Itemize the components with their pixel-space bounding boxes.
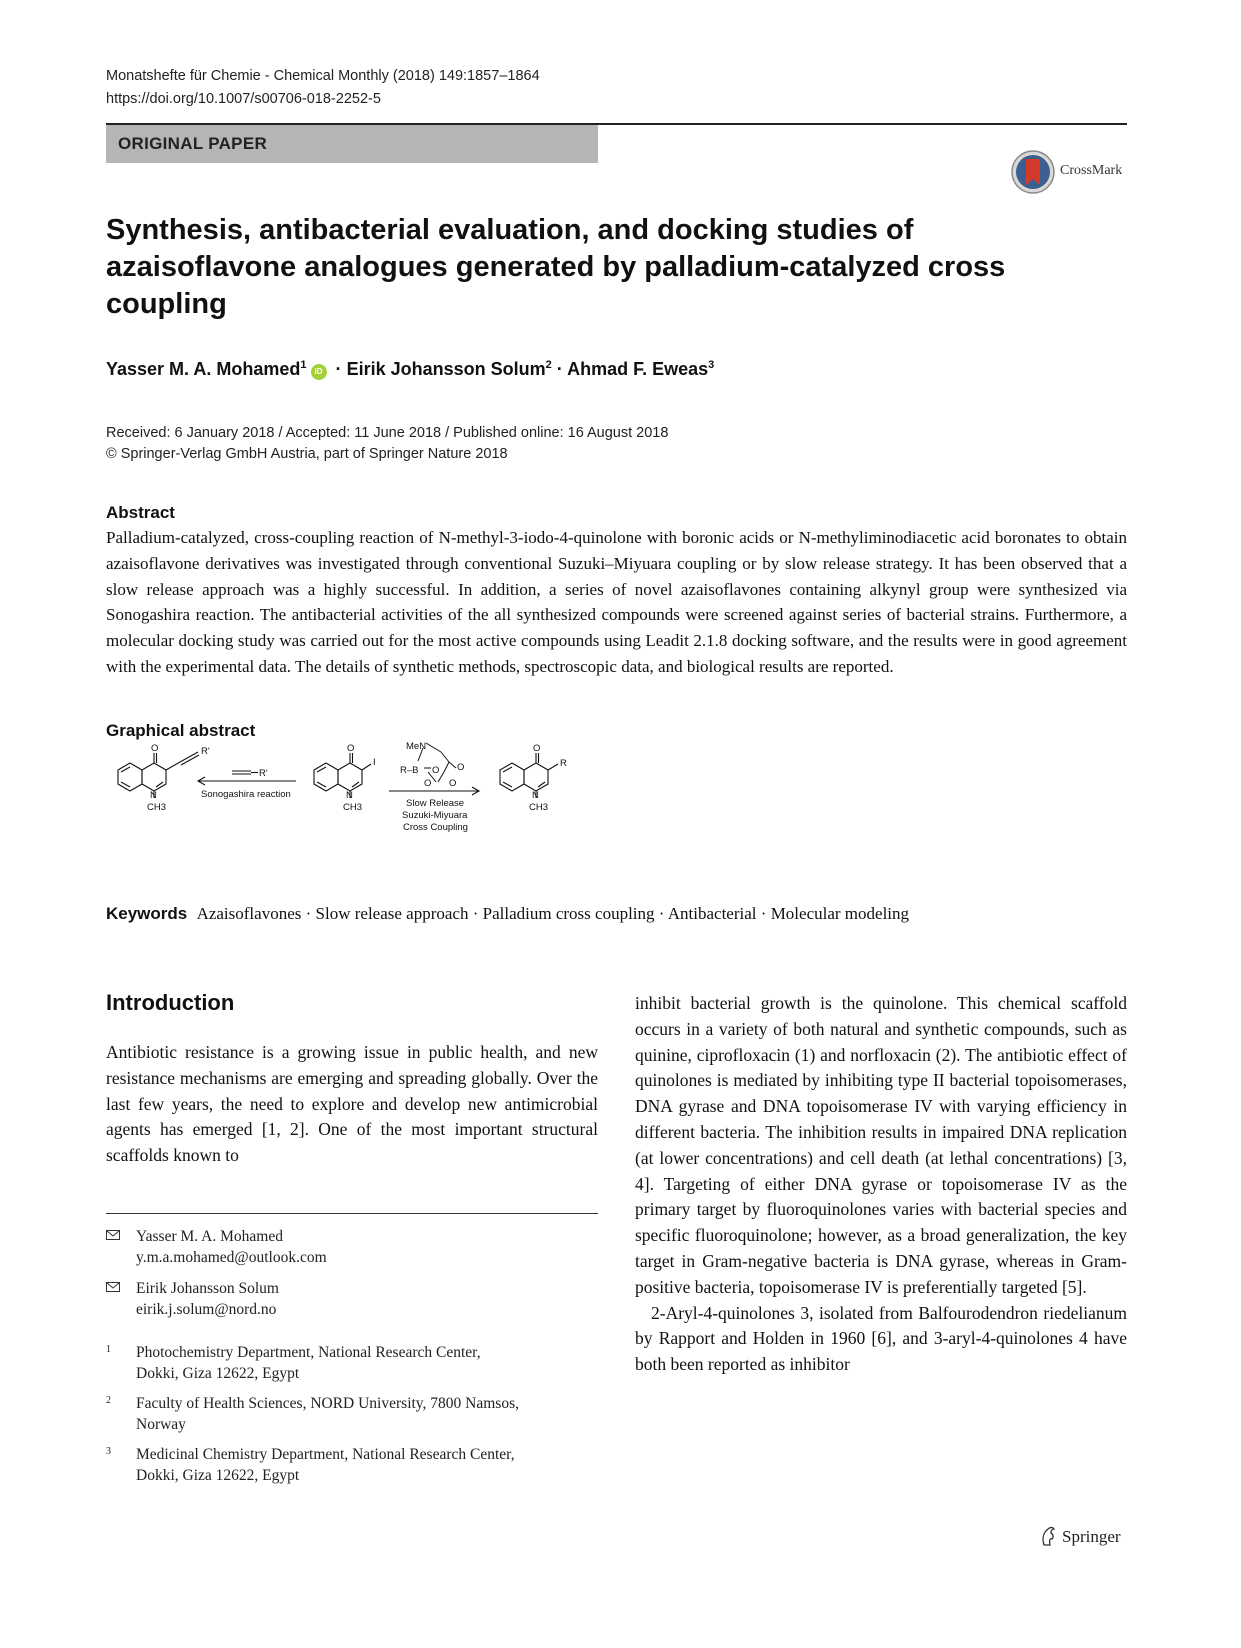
- dates-line: Received: 6 January 2018 / Accepted: 11 June 2018 / Published online: 16 August 2018: [106, 425, 669, 441]
- label-n-3: N: [532, 790, 539, 801]
- label-o-2: O: [347, 743, 355, 754]
- alkynyl-quinolone-structure: [118, 752, 199, 798]
- slow-release-label-1: Slow Release: [406, 798, 465, 809]
- slow-release-label-3: Cross Coupling: [403, 822, 468, 833]
- springer-label: Springer: [1062, 1527, 1121, 1546]
- orcid-icon[interactable]: iD: [311, 364, 327, 380]
- keyword-2: Slow release approach: [315, 904, 469, 923]
- author-sep-2: ·: [556, 359, 563, 379]
- article-type-label: ORIGINAL PAPER: [118, 134, 268, 153]
- author-1[interactable]: Yasser M. A. Mohamed$^1$: [106, 359, 307, 379]
- introduction-heading: Introduction: [106, 990, 235, 1015]
- introduction-paragraph-1: inhibit bacterial growth is the quinolone. This chemical scaffold occurs in a variety of both natural and synthetic compounds, such as quinine, ciprofloxacin (1) and norfloxacin (2). The antibiotic effect of quinolones is mediated by inhibiting type II bacterial topoisomerases, DNA gyrase and DNA topoisomerase IV with varying efficiency in different bacteria. The inhibition results in impaired DNA replication (at lower concentrations) and cell death (at lethal concentrations) [3, 4]. Targeting of either DNA gyrase or topoisomerase IV as the primary target by fluoroquinolones varies with bacterial species and specific fluoroquinolone; however, as a broad generalization, the key target in Gram-negative bacteria is DNA gyrase, whereas in Gram-positive bacteria, topoisomerase IV is preferentially targeted [5].: [635, 993, 1127, 1297]
- label-mida-o-4: O: [449, 778, 457, 789]
- label-rprime-reagent: R': [259, 768, 268, 779]
- label-r: R: [560, 758, 567, 769]
- contact-1-email[interactable]: y.m.a.mohamed@outlook.com: [136, 1249, 327, 1266]
- publication-dates: [106, 423, 668, 465]
- keyword-4: Antibacterial: [667, 904, 757, 923]
- author-3[interactable]: Ahmad F. Eweas$^3$: [567, 359, 715, 379]
- springer-logo: [1038, 1525, 1133, 1549]
- sonogashira-label: Sonogashira reaction: [201, 789, 291, 800]
- introduction-left-column: Antibiotic resistance is a growing issue in public health, and new resistance mechanisms are emerging and spreading globally. Over the last few years, the need to explore and develop new antimicrobial agents has emerged [1, 2]. One of the most important structural scaffolds known to: [106, 1042, 598, 1166]
- author-1-affil: 1: [300, 359, 307, 371]
- keywords-label: Keywords: [106, 904, 188, 923]
- contact-2-email[interactable]: eirik.j.solum@nord.no: [136, 1301, 277, 1318]
- keywords: Keywords Azaisoflavones · Slow release approach · Palladium cross coupling · Antibacterial · Molecular modeling: [106, 904, 910, 923]
- author-sep-1: ·: [335, 359, 342, 379]
- author-2[interactable]: Eirik Johansson Solum$^2$: [346, 359, 552, 379]
- springer-horse-icon: [1038, 1525, 1058, 1547]
- label-rprime-1: R': [201, 746, 210, 757]
- graphical-abstract-heading: Graphical abstract: [106, 721, 256, 740]
- footnote-rule: [106, 1213, 598, 1214]
- label-ch3-1: CH3: [147, 802, 167, 813]
- copyright-line: © Springer-Verlag GmbH Austria, part of Springer Nature 2018: [106, 446, 508, 462]
- label-ch3-3: CH3: [529, 802, 549, 813]
- label-mida-o-3: O: [424, 778, 432, 789]
- contact-2-name: Eirik Johansson Solum: [136, 1280, 279, 1297]
- affiliation-2-number: 2: [106, 1395, 111, 1406]
- contact-1-name: Yasser M. A. Mohamed: [136, 1228, 283, 1245]
- keyword-1: Azaisoflavones: [196, 904, 302, 923]
- author-2-affil: 2: [545, 359, 552, 371]
- label-iodo: I: [373, 757, 376, 768]
- affiliation-3-number: 3: [106, 1446, 111, 1457]
- author-list: [106, 359, 714, 380]
- article-type-banner: [106, 125, 598, 163]
- keyword-3: Palladium cross coupling: [482, 904, 655, 923]
- label-n-1: N: [150, 790, 157, 801]
- label-mida-men: MeN: [406, 741, 427, 752]
- abstract-text: Palladium-catalyzed, cross-coupling reaction of N-methyl-3-iodo-4-quinolone with boronic acids or N-methyliminodiacetic acid boronates to obtain azaisoflavone derivatives was investigated through conventional Suzuki–Miyuara coupling or by slow release strategy. It has been observed that a slow release approach was a highly successful. In addition, a series of novel azaisoflavones containing alkynyl group were synthesized via Sonogashira reaction. The antibacterial activities of the all synthesized compounds were screened against series of bacterial strains. Furthermore, a molecular docking study was carried out for the most active compounds using Leadit 2.1.8 docking software, and the results were in good agreement with the experimental data. The details of synthetic methods, spectroscopic data, and biological results are reported.: [106, 528, 1127, 676]
- introduction-right-column: [635, 991, 1127, 1378]
- journal-citation: Monatshefte für Chemie - Chemical Monthly (2018) 149:1857–1864: [106, 68, 540, 84]
- slow-release-arrow: [389, 787, 479, 795]
- label-o-3: O: [533, 743, 541, 754]
- graphical-abstract-scheme: [106, 740, 606, 850]
- abstract-heading: Abstract: [106, 503, 175, 522]
- azaisoflavone-structure: [500, 753, 558, 798]
- slow-release-label-2: Suzuki-Miyuara: [402, 810, 468, 821]
- crossmark-label: CrossMark: [1060, 163, 1123, 178]
- envelope-icon: [106, 1230, 120, 1240]
- doi-link[interactable]: https://doi.org/10.1007/s00706-018-2252-5: [106, 91, 381, 107]
- paper-title: Synthesis, antibacterial evaluation, and docking studies of azaisoflavone analogues generated by palladium-catalyzed cross coupling: [106, 214, 1006, 320]
- iodo-quinolone-structure: [314, 753, 371, 798]
- introduction-paragraph-2: 2-Aryl-4-quinolones 3, isolated from Balfourodendron riedelianum by Rapport and Holden in 1960 [6], and 3-aryl-4-quinolones 4 have both been reported as inhibitor: [635, 1302, 1127, 1375]
- keyword-5: Molecular modeling: [770, 904, 910, 923]
- crossmark-badge[interactable]: [1010, 149, 1130, 195]
- label-mida-o-2: O: [457, 762, 465, 773]
- label-n-2: N: [346, 790, 353, 801]
- envelope-icon: [106, 1282, 120, 1292]
- label-ch3-2: CH3: [343, 802, 363, 813]
- author-3-affil: 3: [708, 359, 715, 371]
- label-mida-o-1: O: [432, 765, 440, 776]
- crossmark-icon: [1010, 149, 1056, 195]
- affiliation-1-number: 1: [106, 1344, 111, 1355]
- sonogashira-arrow: [198, 768, 296, 785]
- label-o-1: O: [151, 743, 159, 754]
- journal-header: [106, 65, 540, 111]
- label-mida-rb: R–B: [400, 765, 419, 776]
